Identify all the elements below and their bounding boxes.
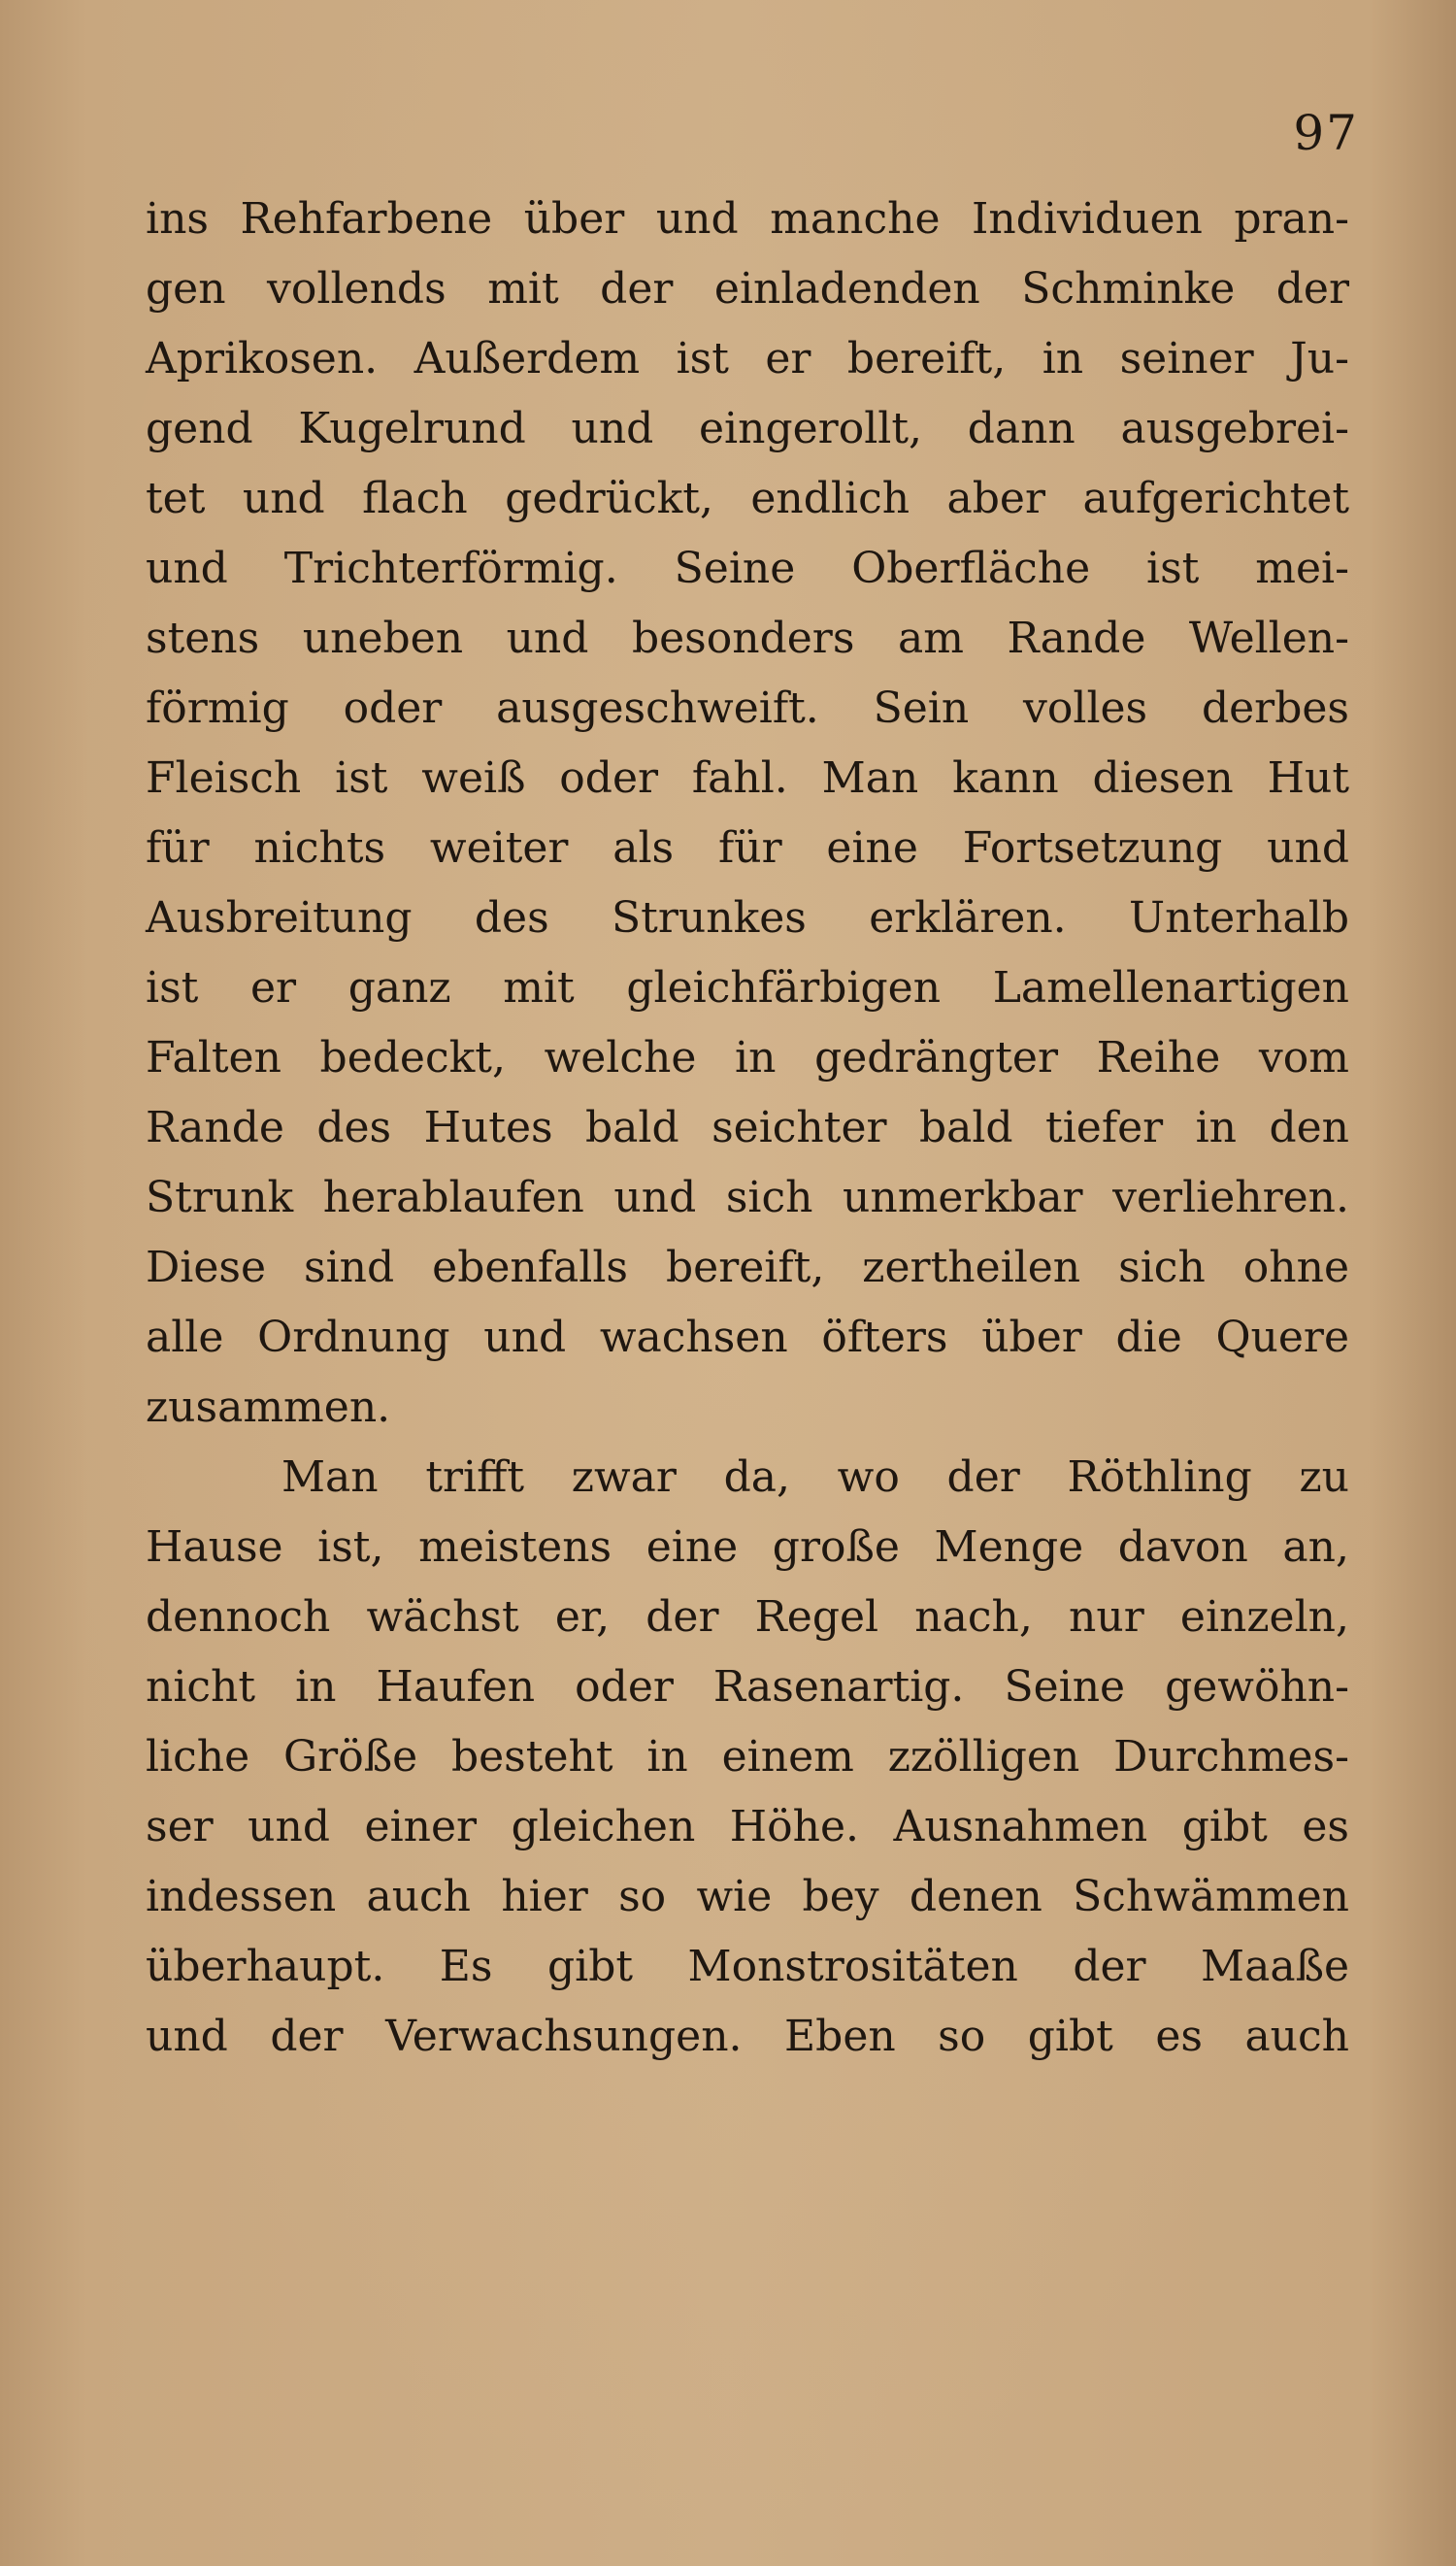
text-line: ist er ganz mit gleichfärbigen Lamellenartigen [146,963,1349,1013]
text-line: ser und einer gleichen Höhe. Ausnahmen gibt es [146,1802,1349,1851]
text-line: Rande des Hutes bald seichter bald tiefer in den [146,1103,1349,1152]
text-line: für nichts weiter als für eine Fortsetzung und [146,823,1349,873]
text-line: Diese sind ebenfalls bereift, zertheilen sich ohne [146,1243,1349,1292]
text-line: Ausbreitung des Strunkes erklären. Unterhalb [146,893,1349,943]
text-line: indessen auch hier so wie bey denen Schwämmen [146,1872,1349,1921]
text-line: dennoch wächst er, der Regel nach, nur einzeln, [146,1592,1349,1642]
paragraph-2 [146,1443,1349,2072]
text-line: und der Verwachsungen. Eben so gibt es auch [146,2012,1349,2061]
paragraph-1 [146,184,1349,1443]
text-line: und Trichterförmig. Seine Oberfläche ist mei- [146,544,1349,593]
page-number: 97 [1293,105,1359,161]
text-line: nicht in Haufen oder Rasenartig. Seine gewöhn- [146,1662,1349,1712]
text-line: tet und flach gedrückt, endlich aber aufgerichtet [146,474,1349,523]
text-line: Fleisch ist weiß oder fahl. Man kann diesen Hut [146,753,1349,803]
text-line: Hause ist, meistens eine große Menge davon an, [146,1522,1349,1572]
text-line: Man trifft zwar da, wo der Röthling zu [281,1452,1349,1502]
text-line: gen vollends mit der einladenden Schminke der [146,264,1349,314]
text-line: liche Größe besteht in einem zzölligen Durchmes- [146,1732,1349,1782]
text-line: ins Rehfarbene über und manche Individuen pran- [146,194,1349,244]
body-text [146,184,1349,2072]
text-line: förmig oder ausgeschweift. Sein volles derbes [146,683,1349,733]
text-line: Aprikosen. Außerdem ist er bereift, in seiner Ju- [146,334,1349,383]
text-line: überhaupt. Es gibt Monstrositäten der Maaße [146,1942,1349,1991]
text-line: zusammen. [146,1383,391,1432]
text-line: alle Ordnung und wachsen öfters über die Quere [146,1313,1349,1362]
text-line: Falten bedeckt, welche in gedrängter Reihe vom [146,1033,1349,1083]
text-line: stens uneben und besonders am Rande Wellen- [146,614,1349,663]
text-line: Strunk herablaufen und sich unmerkbar verliehren. [146,1173,1349,1222]
text-line: gend Kugelrund und eingerollt, dann ausgebrei- [146,404,1349,453]
